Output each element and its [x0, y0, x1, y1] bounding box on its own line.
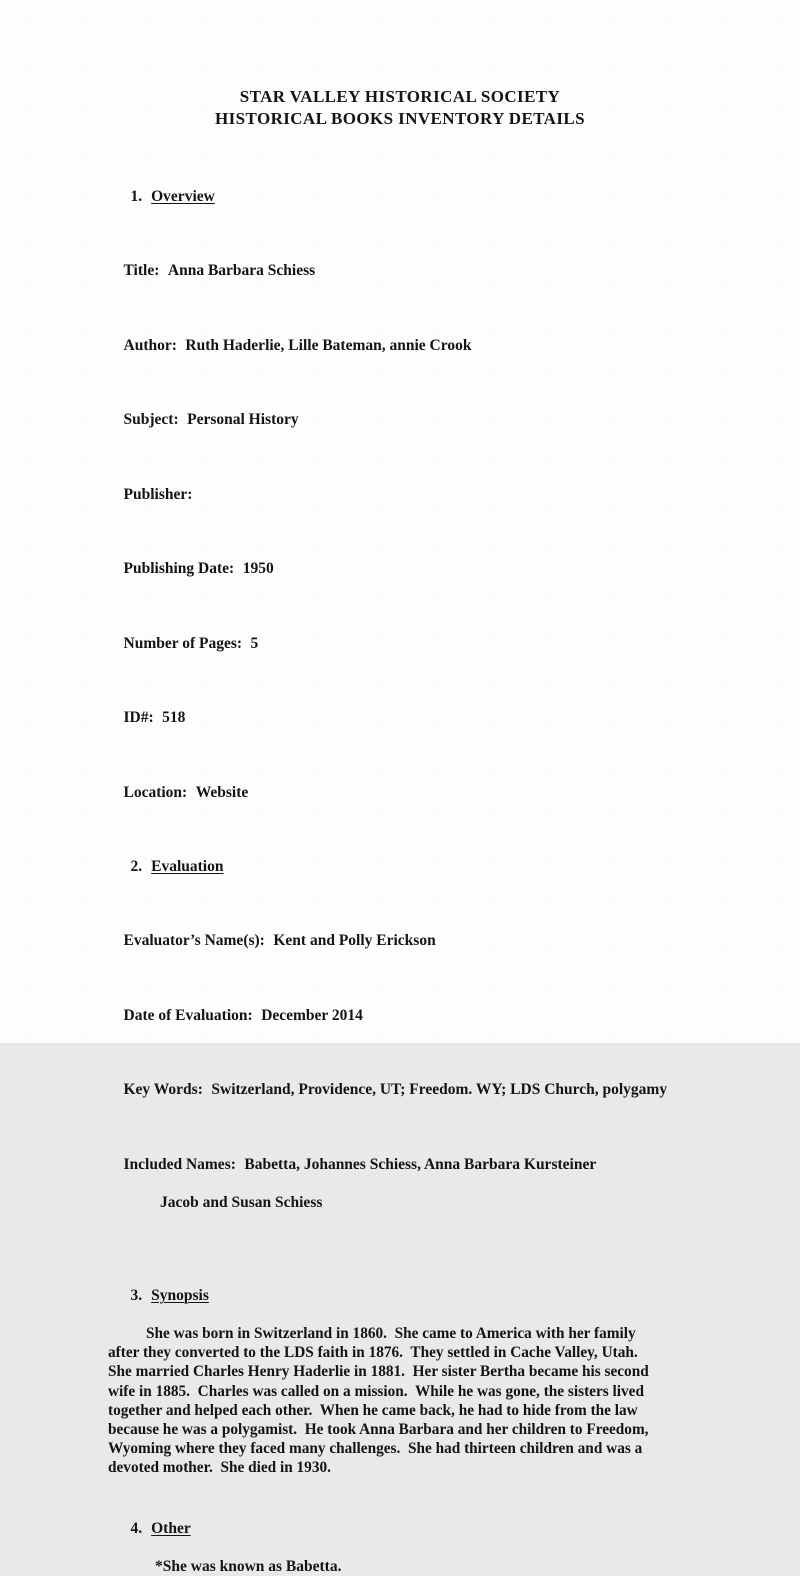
section-heading-overview	[108, 168, 704, 225]
field-key-words-label: Key Words:	[123, 1081, 203, 1098]
synopsis-line: Wyoming where they faced many challenges. She had thirteen children and was a	[108, 1440, 643, 1458]
section-number-synopsis: 3.	[130, 1287, 143, 1304]
other-note: *She was known as Babetta.	[155, 1557, 342, 1575]
field-evaluator-names	[108, 912, 704, 969]
field-id-number-label: ID#:	[123, 709, 154, 726]
section-title-evaluation: Evaluation	[151, 858, 224, 875]
field-date-of-evaluation-label: Date of Evaluation:	[123, 1006, 253, 1024]
field-number-of-pages	[108, 615, 704, 672]
section-title-other: Other	[151, 1519, 191, 1537]
field-number-of-pages-value: 5	[250, 634, 259, 652]
section-number-other: 4.	[130, 1519, 143, 1537]
section-title-synopsis: Synopsis	[151, 1287, 209, 1304]
section-number-evaluation: 2.	[130, 858, 143, 875]
field-title-value: Anna Barbara Schiess	[167, 262, 316, 279]
field-id-number-value: 518	[162, 709, 186, 726]
field-author-label: Author:	[123, 336, 177, 354]
field-title-label: Title:	[123, 262, 160, 279]
synopsis-line: together and helped each other. When he came back, he had to hide from the law	[108, 1401, 638, 1419]
field-key-words	[108, 1061, 704, 1118]
field-publishing-date-label: Publishing Date:	[123, 560, 235, 577]
field-evaluator-names-value: Kent and Polly Erickson	[273, 932, 436, 949]
field-publisher	[108, 466, 704, 523]
field-included-names-label: Included Names:	[123, 1155, 236, 1173]
field-author	[108, 317, 704, 374]
section-heading-other	[108, 1500, 704, 1557]
field-location	[108, 764, 704, 821]
synopsis-line: She was born in Switzerland in 1860. She came to America with her family	[146, 1325, 636, 1342]
field-evaluator-names-label: Evaluator’s Name(s):	[123, 932, 265, 949]
field-subject-label: Subject:	[123, 411, 179, 428]
field-location-label: Location:	[123, 783, 188, 801]
field-subject-value: Personal History	[187, 411, 299, 428]
field-included-names-value-line2: Jacob and Susan Schiess	[160, 1193, 323, 1211]
synopsis-line: She married Charles Henry Haderlie in 1881. Her sister Bertha became his second	[108, 1363, 649, 1381]
field-key-words-value: Switzerland, Providence, UT; Freedom. WY; LDS Church, polygamy	[211, 1081, 668, 1098]
synopsis-line: because he was a polygamist. He took Anna Barbara and her children to Freedom,	[108, 1421, 649, 1439]
section-title-overview: Overview	[151, 188, 215, 205]
document-title-line-1: STAR VALLEY HISTORICAL SOCIETY	[239, 87, 561, 106]
section-number-overview: 1.	[130, 188, 143, 205]
field-date-of-evaluation	[108, 987, 704, 1044]
field-date-of-evaluation-value: December 2014	[261, 1006, 363, 1024]
field-location-value: Website	[195, 783, 249, 801]
document-header	[0, 86, 800, 130]
field-number-of-pages-label: Number of Pages:	[123, 634, 243, 652]
document-title-line-2: HISTORICAL BOOKS INVENTORY DETAILS	[215, 109, 585, 128]
field-publishing-date	[108, 540, 704, 597]
field-publisher-label: Publisher:	[123, 485, 193, 503]
field-included-names-value: Babetta, Johannes Schiess, Anna Barbara Kursteiner	[244, 1155, 597, 1173]
field-title	[108, 242, 704, 299]
section-heading-evaluation	[108, 838, 704, 895]
field-included-names	[108, 1136, 704, 1250]
field-subject	[108, 391, 704, 448]
field-id-number	[108, 689, 704, 746]
field-author-value: Ruth Haderlie, Lille Bateman, annie Crook	[185, 336, 472, 354]
synopsis-line: wife in 1885. Charles was called on a mission. While he was gone, the sisters lived	[108, 1382, 644, 1400]
synopsis-line: devoted mother. She died in 1930.	[108, 1459, 331, 1477]
synopsis-paragraph	[108, 1324, 704, 1478]
synopsis-line: after they converted to the LDS faith in 1876. They settled in Cache Valley, Utah.	[108, 1344, 638, 1362]
field-publishing-date-value: 1950	[242, 560, 274, 577]
section-heading-synopsis	[108, 1267, 704, 1324]
